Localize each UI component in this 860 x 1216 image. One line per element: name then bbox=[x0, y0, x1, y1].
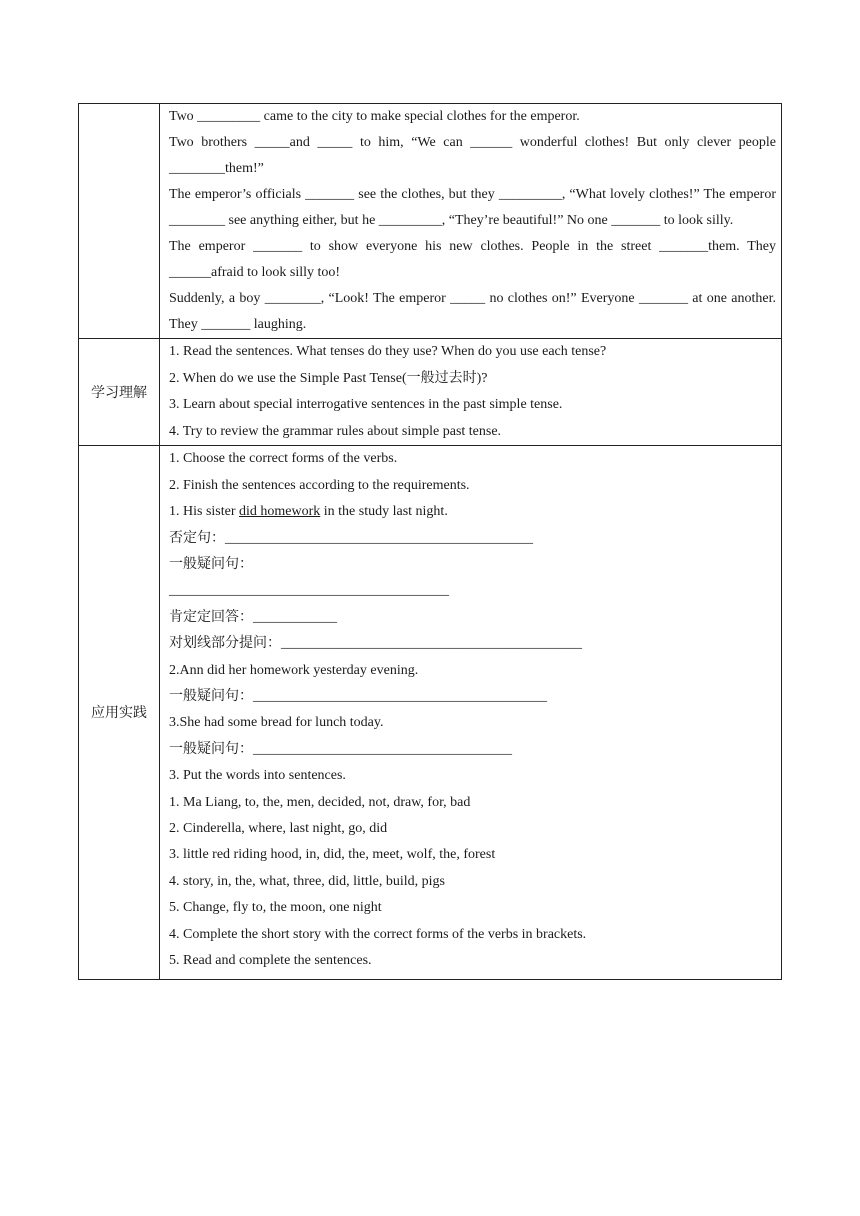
word-item-3: 3. little red riding hood, in, did, the, meet, wolf, the, forest bbox=[169, 847, 496, 863]
bottom-spacer bbox=[169, 975, 776, 979]
word-item-5: 5. Change, fly to, the moon, one night bbox=[169, 900, 382, 916]
story-row bbox=[79, 104, 782, 339]
learning-item-3: 3. Learn about special interrogative sentences in the past simple tense. bbox=[169, 397, 563, 413]
learning-item-1: 1. Read the sentences. What tenses do they use? When do you use each tense? bbox=[169, 344, 607, 359]
task-5: 5. Read and complete the sentences. bbox=[169, 953, 372, 969]
story-paragraph-3: The emperor’s officials _______ see the clothes, but they _________, “What lovely clothes!” The emperor ________ see anything either, but he _________, “They’re beautiful!” No one _______ to look silly. bbox=[169, 187, 776, 228]
question-1-prefix: 1. His sister bbox=[169, 504, 239, 520]
story-label-cell bbox=[79, 104, 160, 339]
task-1: 1. Choose the correct forms of the verbs. bbox=[169, 451, 398, 467]
question-3-general: 一般疑问句：_____________________________________ bbox=[169, 741, 512, 757]
learning-item-2: 2. When do we use the Simple Past Tense(一般过去时)? bbox=[169, 370, 488, 386]
question-1-general-blank: ________________________________________ bbox=[169, 583, 449, 599]
word-item-4: 4. story, in, the, what, three, did, little, build, pigs bbox=[169, 873, 445, 889]
story-content-cell bbox=[160, 104, 782, 339]
task-3: 3. Put the words into sentences. bbox=[169, 768, 346, 784]
worksheet-table bbox=[78, 103, 782, 980]
question-1-negative: 否定句：____________________________________________ bbox=[169, 530, 533, 546]
question-2: 2.Ann did her homework yesterday evening. bbox=[169, 662, 419, 678]
question-2-general: 一般疑问句：__________________________________________ bbox=[169, 689, 547, 705]
word-item-1: 1. Ma Liang, to, the, men, decided, not, draw, for, bad bbox=[169, 794, 471, 810]
question-1-special: 对划线部分提问：___________________________________________ bbox=[169, 636, 582, 652]
question-1-general-label: 一般疑问句： bbox=[169, 557, 253, 572]
learning-label: 学习理解 bbox=[79, 339, 160, 446]
question-3: 3.She had some bread for lunch today. bbox=[169, 715, 384, 731]
practice-content-cell bbox=[160, 446, 782, 979]
learning-item-4: 4. Try to review the grammar rules about simple past tense. bbox=[169, 423, 502, 439]
story-paragraph-5: Suddenly, a boy ________, “Look! The emperor _____ no clothes on!” Everyone _______ at one another. They _______ laughing. bbox=[169, 291, 776, 332]
learning-row bbox=[79, 339, 782, 446]
question-1-suffix: in the study last night. bbox=[320, 504, 448, 520]
practice-label: 应用实践 bbox=[79, 446, 160, 979]
word-item-2: 2. Cinderella, where, last night, go, did bbox=[169, 821, 388, 837]
question-1 bbox=[169, 499, 776, 525]
practice-row bbox=[79, 446, 782, 979]
question-1-affirmative: 肯定定回答：____________ bbox=[169, 609, 337, 625]
question-1-underlined: did homework bbox=[239, 504, 321, 520]
task-2: 2. Finish the sentences according to the requirements. bbox=[169, 477, 470, 493]
learning-content-cell bbox=[160, 339, 782, 446]
story-paragraph-4: The emperor _______ to show everyone his new clothes. People in the street _______them. They ______afraid to look silly too! bbox=[169, 239, 776, 280]
story-paragraph-2: Two brothers _____and _____ to him, “We can ______ wonderful clothes! But only clever people ________them!” bbox=[169, 135, 776, 176]
task-4: 4. Complete the short story with the correct forms of the verbs in brackets. bbox=[169, 926, 587, 942]
story-paragraph-1: Two _________ came to the city to make special clothes for the emperor. bbox=[169, 109, 580, 124]
